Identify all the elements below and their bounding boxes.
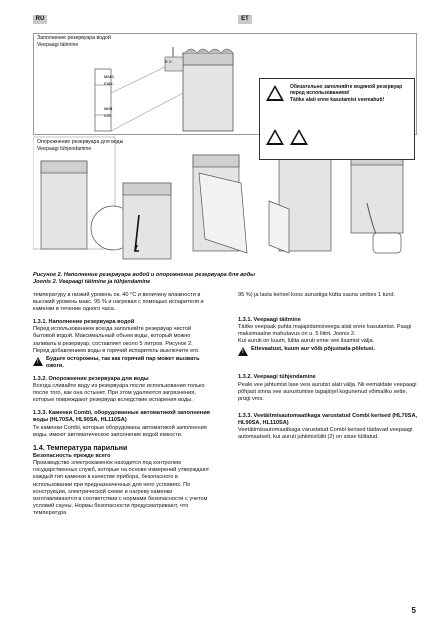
para-1-3-3-ru: Те каменки Combi, которые оборудованы автоматикой заполнения воды, имеют автоматическое заполнение водой емкости. <box>33 424 207 438</box>
heading-1-3-1-ru: 1.3.1. Наполнение резервуара водой <box>33 319 135 326</box>
para-1-3-1b-et: Kui auruti on kuum, lülita auruti enne vee lisamist välja. <box>238 338 375 345</box>
figure-2 <box>33 33 415 263</box>
volume-label: 5 л <box>165 59 172 64</box>
page-number: 5 <box>411 606 416 615</box>
intro-text-et: 95 %) ja lasta kerisel koos aurustiga kütta sauna umbes 1 tund. <box>238 292 396 298</box>
intro-text-ru: температуру в низкий уровень ок. 40 °C и величину влажности в высокий уровень макс. 95 % и нагревая с помощью испарителя и каменки в течение одного часа. <box>33 292 204 313</box>
para-1-3-1-ru: Перед использованием всегда заполняйте резервуар чистой бытовой водой. Максимальный объем воды, который можно заливать в резервуар, составляет около 5 литров. Рисунок 2. <box>33 326 193 347</box>
figure-caption: Рисунок 2. Наполнение резервуара водой и опорожнение резервуара для воды Joonis 2. Veepaagi täitmine ja tühjendamine <box>33 272 255 285</box>
warning-icon <box>33 357 43 366</box>
heading-1-3-2-et: 1.3.2. Veepaagi tühjendamine <box>238 374 316 381</box>
warning-box: Обязательно заполняйте водяной резервуар перед использованием! Täitke alati enne kasutamist veemahuti! <box>259 78 415 160</box>
heading-1-4-ru: 1.4. Температура парильни <box>33 444 128 452</box>
column-ru <box>33 292 213 517</box>
caution-ru: ! Будьте осторожны, так как горячий пар может вызвать ожоги. <box>33 356 213 370</box>
para-1-3-3-et: Veetäitmisautomaatikaga varustatud Combi kerised täidavad veepaagi automaatselt, kui auruti juhtimislüliti (2) on sisse lülitatud. <box>238 427 413 441</box>
gauge-min-label: мин. min. <box>104 106 114 118</box>
draining-caption: Опорожнение резервуара для воды Veepaagi tühjendamine <box>37 139 124 152</box>
warning-icon <box>238 347 248 356</box>
filling-caption: Заполнение резервуара водой Veepaagi täitmine <box>37 35 111 48</box>
gauge-max-label: макс. max. <box>104 74 116 86</box>
column-et <box>238 292 418 441</box>
heading-1-3-2-ru: 1.3.2. Опорожнение резервуара для воды <box>33 375 149 382</box>
para-1-3-2-ru: Всегда сливайте воду из резервуара после использования только после того, как она остынет. При этом удаляются загрязнения, которые повреждают резервуар вследствие испарения воды. <box>33 383 205 404</box>
lang-tag-ru: RU <box>33 15 47 24</box>
para-1-3-1b-ru: Перед добавлением воды в горячий испаритель выключите его. <box>33 347 200 354</box>
caution-et: ! Ettevaatust, kuum aur võib põjustada põletusi. <box>238 346 418 356</box>
heading-1-3-3-ru: 1.3.3. Каменки Combi, оборудованные автоматикой заполнения воды (HL70SA, HL90SA, HL110SA) <box>33 410 210 424</box>
subheading-safety-ru: Безопасность прежде всего <box>33 453 111 460</box>
heading-1-3-1-et: 1.3.1. Veepaagi täitmine <box>238 317 301 324</box>
para-1-4-ru: Производство электрокаменок находится под контролем государственных служб, которые на основе измерений утверждают каждый тип каменки в качестве прибора, безопасного в использовании при предназначенных для него условиях. По конструкции, электрической схеме и нагреву каменки изготавливаются в соответствии с нормами безопасности с учетом условий сауны. Нормы безопасности предусматривают, что температура <box>33 460 210 516</box>
caution-triangle-icon <box>266 129 284 145</box>
hot-surface-icon <box>290 129 308 145</box>
warning-triangle-icon <box>266 85 284 101</box>
heading-1-3-3-et: 1.3.3. Veetäitmisautomaatikaga varustatud Combi kerised (HL70SA, HL90SA, HL110SA) <box>238 412 418 426</box>
lang-tag-et: ET <box>238 15 252 24</box>
para-1-3-2-et: Peale vee jahtumist lase vesi aurutist alati välja. Nii eemaldate veepaagi põhjast sinna vee aurustumise tagajärjel kogunenud võimaliku sette, prügi vms. <box>238 381 417 402</box>
para-1-3-1-et: Täitke veepaak puhta majapidamisveega alati enne kasutamist. Paagi maksimaalne mahutavus on u. 5 liitrit. Joonis 2. <box>238 324 412 338</box>
